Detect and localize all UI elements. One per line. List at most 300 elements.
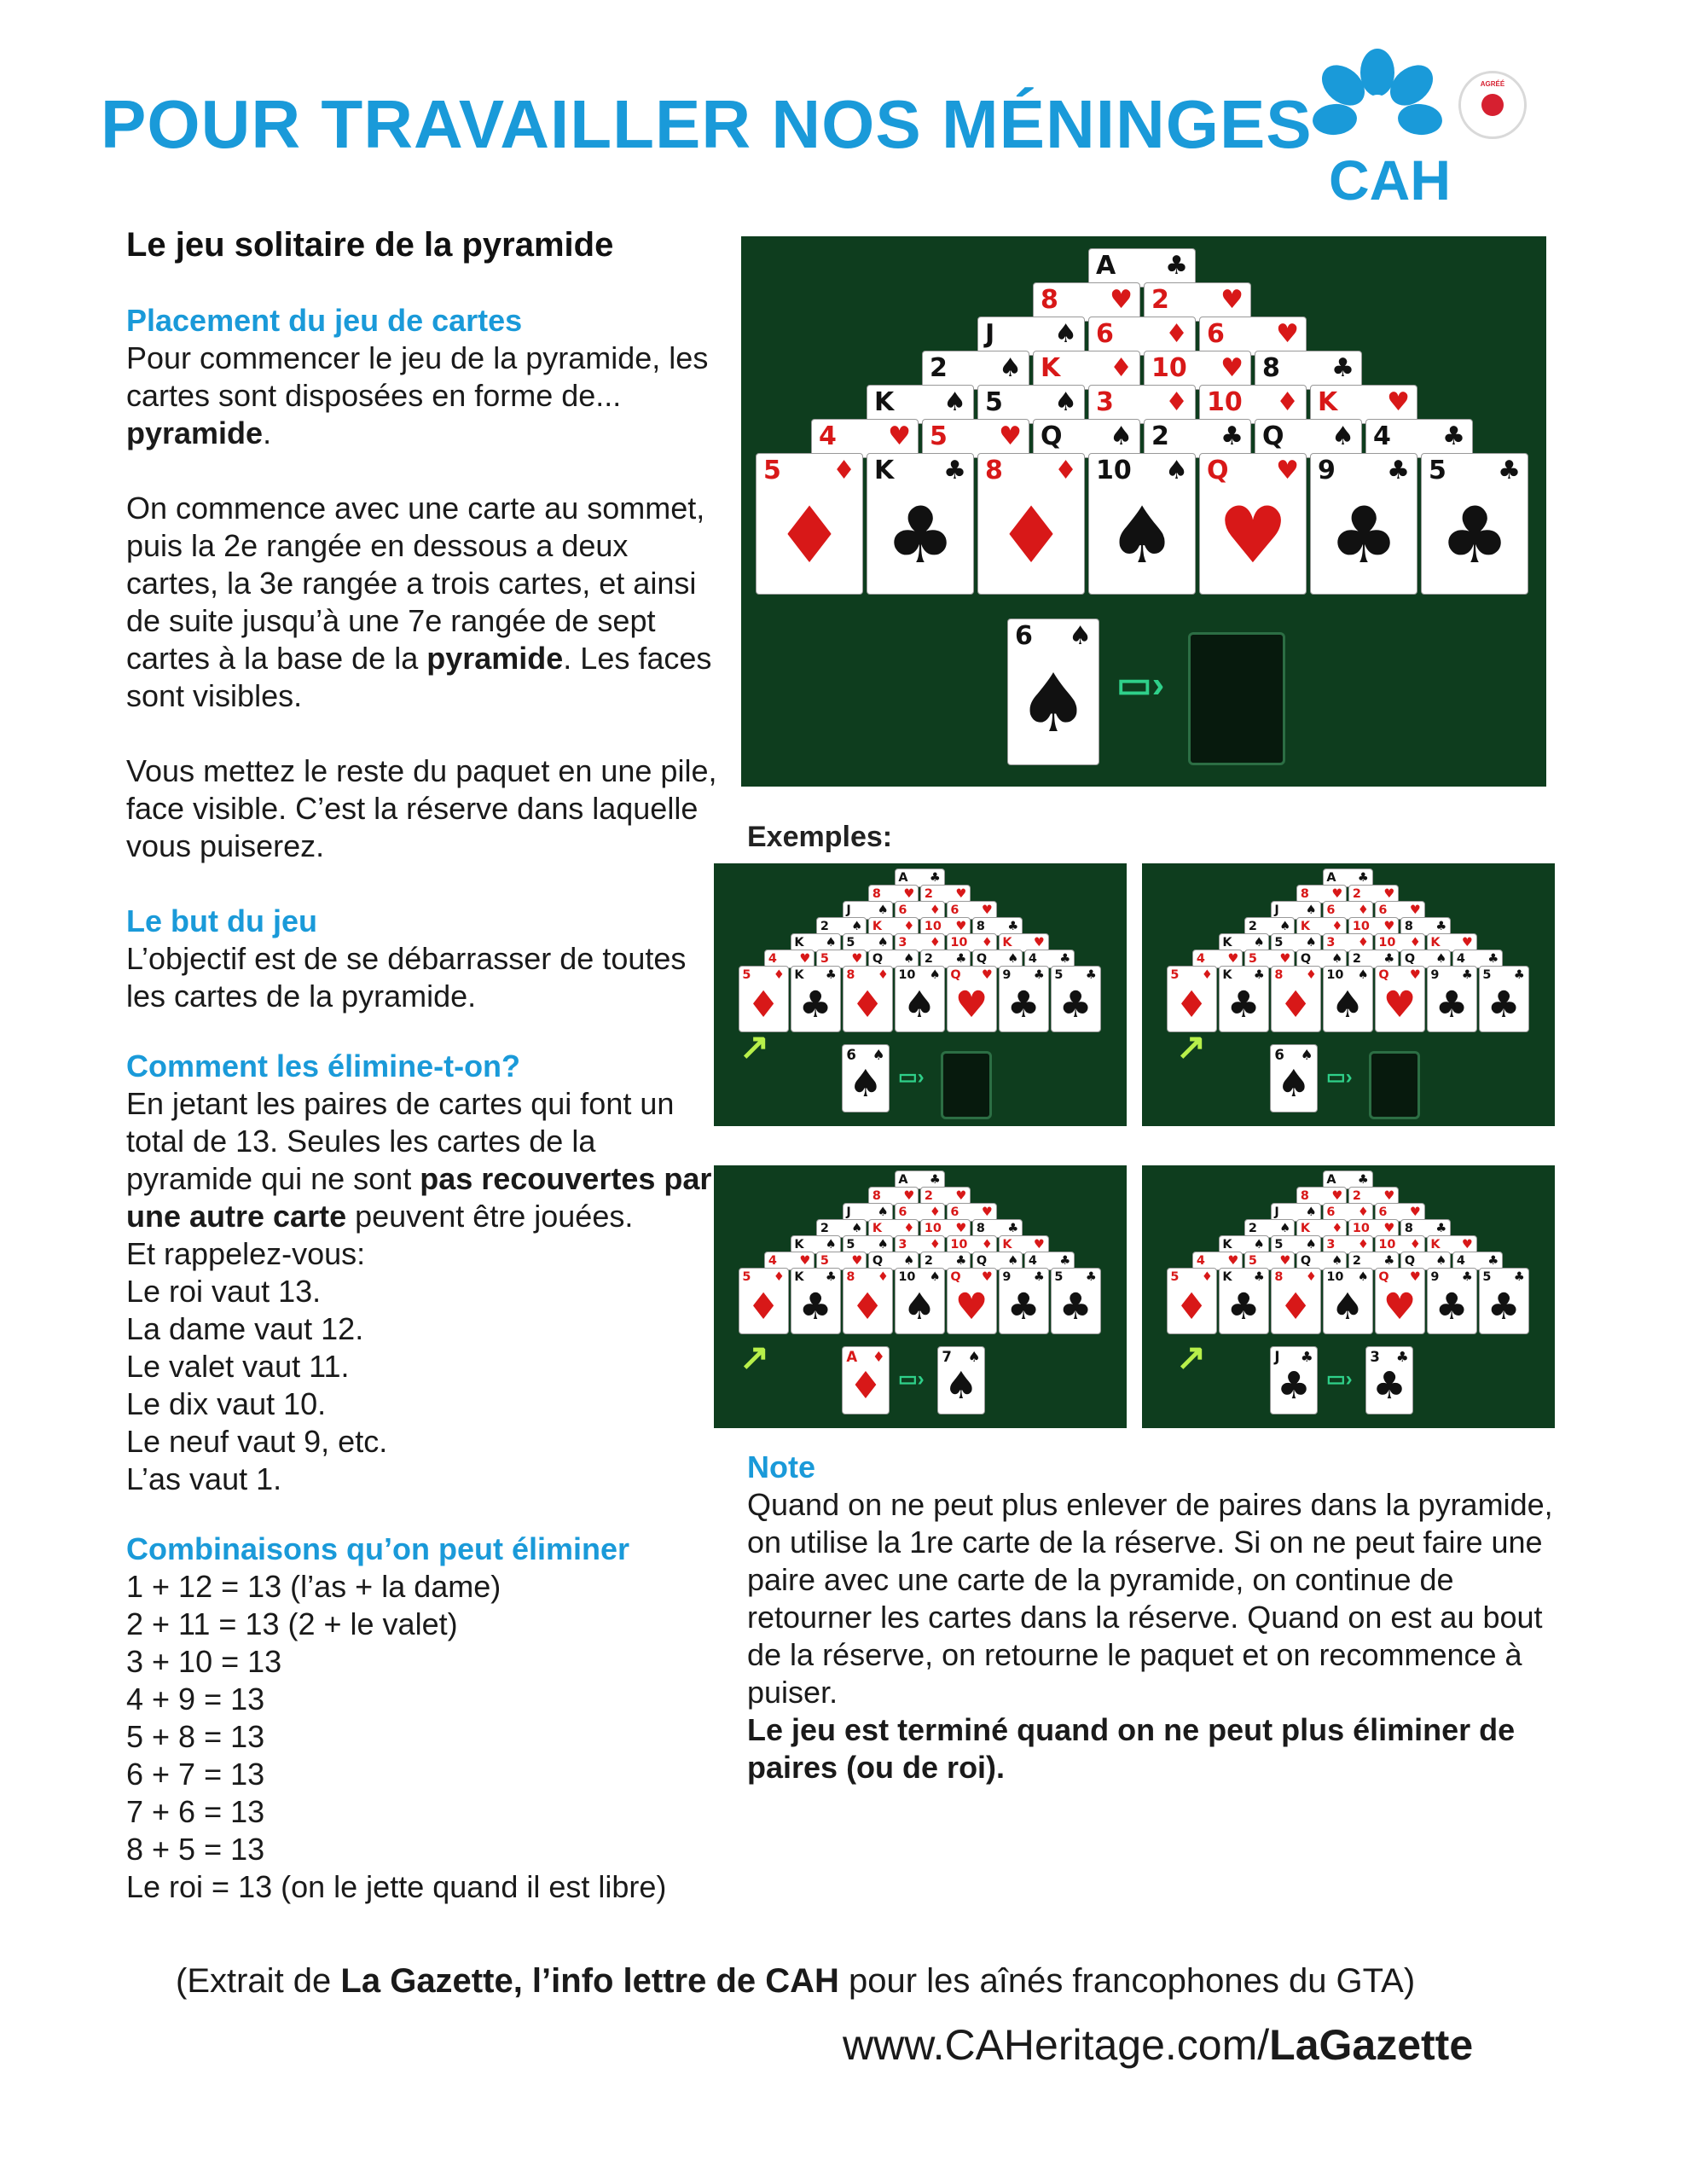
card-suit-icon: ♣ (1033, 1270, 1045, 1284)
playing-card[interactable] (1007, 619, 1099, 765)
card-suit-icon: ♦ (1305, 968, 1317, 982)
footer-credit: (Extrait de La Gazette, l’info lettre de CAH pour les aînés francophones du GTA) (176, 1962, 1416, 2000)
combination-line: 8 + 5 = 13 (126, 1832, 265, 1867)
playing-card[interactable] (843, 1268, 893, 1334)
card-rank: 5 (1429, 456, 1446, 485)
card-suit-icon: ♦ (1201, 1270, 1213, 1284)
card-rank: 4 (1456, 1254, 1465, 1268)
playing-card[interactable] (756, 453, 863, 595)
card-rank: 6 (1096, 319, 1114, 349)
card-center-suit-icon: ♣ (1226, 1285, 1261, 1328)
card-center-suit-icon: ♣ (798, 1285, 832, 1328)
card-rank: 10 (924, 1222, 942, 1235)
playing-card[interactable] (999, 1268, 1049, 1334)
card-rank: 5 (1248, 952, 1257, 966)
playing-card[interactable] (1270, 1044, 1318, 1112)
card-suit-icon: ♥ (851, 952, 863, 966)
card-suit-icon: ♦ (929, 903, 941, 917)
card-suit-icon: ♣ (825, 968, 837, 982)
card-suit-icon: ♠ (1253, 936, 1265, 950)
card-center-suit-icon: ♠ (902, 1285, 936, 1328)
card-suit-icon: ♥ (1331, 1189, 1343, 1203)
card-suit-icon: ♠ (1007, 952, 1019, 966)
card-value-line: Le neuf vaut 9, etc. (126, 1424, 388, 1459)
playing-card[interactable] (1427, 966, 1477, 1032)
playing-card[interactable] (791, 1268, 841, 1334)
card-rank: 4 (1028, 1254, 1037, 1268)
card-center-suit-icon: ♥ (1218, 490, 1288, 582)
card-rank: K (872, 1222, 882, 1235)
card-center-suit-icon: ♣ (1329, 490, 1399, 582)
playing-card[interactable] (1219, 1268, 1269, 1334)
card-center-suit-icon: ♠ (1330, 1285, 1365, 1328)
card-rank: 8 (872, 1189, 881, 1203)
card-suit-icon: ♠ (825, 1238, 837, 1252)
card-suit-icon: ♦ (1357, 903, 1369, 917)
card-rank: 10 (898, 1270, 916, 1284)
draw-arrow-icon: ▭› (1116, 664, 1165, 706)
card-rank: 4 (1373, 421, 1391, 451)
card-suit-icon: ♥ (1383, 1222, 1395, 1235)
card-rank: K (874, 456, 895, 485)
card-rank: K (1300, 1222, 1310, 1235)
card-suit-icon: ♥ (1461, 936, 1473, 950)
card-rank: 4 (1196, 1254, 1205, 1268)
card-center-suit-icon: ♥ (954, 983, 988, 1026)
waste-pile-slot[interactable] (941, 1051, 992, 1119)
card-suit-icon: ♠ (1110, 421, 1133, 451)
card-rank: 5 (1170, 1270, 1180, 1284)
card-suit-icon: ♦ (877, 1270, 889, 1284)
card-suit-icon: ♥ (1276, 456, 1299, 485)
card-suit-icon: ♥ (1033, 936, 1045, 950)
card-suit-icon: ♣ (929, 1173, 941, 1187)
playing-card[interactable] (1199, 453, 1307, 595)
card-suit-icon: ♥ (955, 920, 967, 933)
card-rank: 5 (846, 936, 855, 950)
card-suit-icon: ♠ (1331, 1254, 1343, 1268)
card-suit-icon: ♠ (1279, 1222, 1291, 1235)
playing-card[interactable] (1427, 1268, 1477, 1334)
card-rank: 2 (820, 920, 829, 933)
card-rank: 10 (1096, 456, 1132, 485)
card-rank: K (1300, 920, 1310, 933)
card-rank: 6 (898, 903, 907, 917)
flower-logo-icon (1305, 47, 1450, 158)
playing-card[interactable] (843, 966, 893, 1032)
card-rank: 6 (1274, 1047, 1284, 1063)
card-rank: 5 (820, 1254, 829, 1268)
combination-line: 5 + 8 = 13 (126, 1719, 265, 1754)
card-suit-icon: ♥ (981, 1270, 993, 1284)
card-suit-icon: ♣ (1513, 968, 1525, 982)
accreditation-badge: AGRÉÉ (1458, 71, 1527, 139)
card-rank: 10 (1378, 1238, 1396, 1252)
card-rank: 8 (976, 1222, 985, 1235)
card-center-suit-icon: ♥ (1383, 1285, 1417, 1328)
card-rank: 2 (820, 1222, 829, 1235)
card-center-suit-icon: ♣ (1058, 983, 1093, 1026)
waste-pile-slot[interactable] (1188, 632, 1285, 765)
card-rank: 6 (1378, 903, 1388, 917)
card-center-suit-icon: ♠ (1107, 490, 1177, 582)
card-suit-icon: ♣ (955, 952, 967, 966)
elimination-paragraph: En jetant les paires de cartes qui font un total de 13. Seules les cartes de la pyramide qui ne sont pas recouvertes par une autre carte peuvent être jouées. (126, 1086, 712, 1234)
card-suit-icon: ♥ (1383, 920, 1395, 933)
card-suit-icon: ♦ (929, 1238, 941, 1252)
card-suit-icon: ♦ (1110, 353, 1133, 383)
card-center-suit-icon: ♦ (746, 983, 780, 1026)
card-suit-icon: ♥ (1387, 387, 1410, 417)
card-rank: 8 (1262, 353, 1280, 383)
card-rank: K (794, 1270, 804, 1284)
card-center-suit-icon: ♦ (774, 490, 844, 582)
card-suit-icon: ♠ (877, 936, 889, 950)
card-suit-icon: ♥ (1383, 887, 1395, 901)
card-rank: 10 (924, 920, 942, 933)
card-rank: K (1430, 936, 1441, 950)
note-conclusion: Le jeu est terminé quand on ne peut plus éliminer de paires (ou de roi). (747, 1712, 1516, 1785)
combination-line: 7 + 6 = 13 (126, 1794, 265, 1829)
card-rank: 6 (1326, 903, 1336, 917)
card-rank: 6 (950, 1205, 959, 1219)
playing-card[interactable] (1167, 1268, 1217, 1334)
card-center-suit-icon: ♥ (954, 1285, 988, 1328)
card-rank: 3 (898, 1238, 907, 1252)
section-title-placement: Placement du jeu de cartes (126, 303, 523, 338)
combination-line: 4 + 9 = 13 (126, 1682, 265, 1716)
card-suit-icon: ♣ (1300, 1349, 1313, 1365)
card-rank: 6 (1378, 1205, 1388, 1219)
card-suit-icon: ♥ (1383, 1189, 1395, 1203)
card-suit-icon: ♦ (903, 920, 915, 933)
card-center-suit-icon: ♣ (1372, 1364, 1406, 1409)
card-suit-icon: ♠ (877, 1205, 889, 1219)
card-rank: 6 (950, 903, 959, 917)
card-suit-icon: ♥ (1409, 1270, 1421, 1284)
card-rank: Q (1404, 952, 1416, 966)
playing-card[interactable] (1167, 966, 1217, 1032)
card-suit-icon: ♠ (872, 1047, 885, 1063)
playing-card[interactable] (895, 966, 945, 1032)
card-suit-icon: ♣ (1442, 421, 1465, 451)
card-suit-icon: ♣ (929, 871, 941, 885)
card-rank: 5 (742, 968, 751, 982)
card-suit-icon: ♣ (1357, 1173, 1369, 1187)
card-rank: 6 (1326, 1205, 1336, 1219)
card-rank: 5 (985, 387, 1003, 417)
card-suit-icon: ♠ (877, 1238, 889, 1252)
card-rank: K (1002, 1238, 1012, 1252)
card-suit-icon: ♦ (1165, 319, 1188, 349)
card-rank: 9 (1318, 456, 1336, 485)
card-suit-icon: ♣ (1165, 251, 1188, 281)
playing-card[interactable] (1270, 1346, 1318, 1414)
logo-text: CAH (1329, 148, 1451, 212)
card-suit-icon: ♠ (1305, 1205, 1317, 1219)
card-rank: K (874, 387, 895, 417)
combination-line: 6 + 7 = 13 (126, 1757, 265, 1792)
footer-url[interactable]: www.CAHeritage.com/LaGazette (843, 2021, 1474, 2069)
playing-card[interactable] (1365, 1346, 1413, 1414)
card-rank: Q (1207, 456, 1229, 485)
card-rank: 10 (1352, 920, 1370, 933)
card-rank: K (1222, 968, 1232, 982)
card-suit-icon: ♣ (1487, 1254, 1499, 1268)
card-suit-icon: ♠ (1300, 1047, 1313, 1063)
section-title-combinations: Combinaisons qu’on peut éliminer (126, 1531, 630, 1566)
card-center-suit-icon: ♣ (1440, 490, 1510, 582)
card-rank: 4 (768, 1254, 777, 1268)
playing-card[interactable] (1323, 1268, 1373, 1334)
card-rank: 2 (924, 1254, 933, 1268)
card-rank: 9 (1430, 968, 1440, 982)
card-rank: 3 (1096, 387, 1114, 417)
card-center-suit-icon: ♣ (1006, 983, 1041, 1026)
card-rank: 4 (819, 421, 837, 451)
card-center-suit-icon: ♠ (944, 1364, 978, 1409)
card-suit-icon: ♠ (903, 1254, 915, 1268)
card-rank: K (1002, 936, 1012, 950)
card-rank: K (1222, 936, 1232, 950)
card-rank: 5 (1170, 968, 1180, 982)
card-rank: 10 (1378, 936, 1396, 950)
playing-card[interactable] (937, 1346, 985, 1414)
card-suit-icon: ♣ (1461, 1270, 1473, 1284)
card-rank: 9 (1002, 968, 1012, 982)
card-suit-icon: ♦ (1357, 1205, 1369, 1219)
playing-card[interactable] (895, 1268, 945, 1334)
card-rank: 6 (1207, 319, 1225, 349)
playing-card[interactable] (1479, 966, 1529, 1032)
card-rank: 2 (1248, 1222, 1257, 1235)
card-center-suit-icon: ♠ (1277, 1062, 1311, 1107)
card-value-line: Et rappelez-vous: (126, 1236, 366, 1271)
card-center-suit-icon: ♣ (1435, 1285, 1469, 1328)
card-suit-icon: ♣ (1383, 952, 1395, 966)
playing-card[interactable] (1088, 453, 1196, 595)
card-suit-icon: ♥ (1220, 353, 1244, 383)
card-suit-icon: ♠ (1253, 1238, 1265, 1252)
note-title: Note (747, 1449, 815, 1484)
card-suit-icon: ♣ (943, 456, 966, 485)
card-rank: Q (872, 1254, 884, 1268)
playing-card[interactable] (1421, 453, 1528, 595)
card-suit-icon: ♦ (1201, 968, 1213, 982)
playing-card[interactable] (1051, 1268, 1101, 1334)
card-center-suit-icon: ♣ (1435, 983, 1469, 1026)
playing-card[interactable] (1051, 966, 1101, 1032)
card-suit-icon: ♠ (1435, 952, 1447, 966)
card-rank: 8 (1274, 968, 1284, 982)
card-value-line: La dame vaut 12. (126, 1311, 364, 1346)
card-rank: K (794, 936, 804, 950)
article-heading: Le jeu solitaire de la pyramide (126, 226, 614, 264)
card-suit-icon: ♥ (1409, 1205, 1421, 1219)
card-rank: 8 (846, 1270, 855, 1284)
card-center-suit-icon: ♣ (1277, 1364, 1311, 1409)
card-center-suit-icon: ♦ (1278, 1285, 1313, 1328)
card-suit-icon: ♦ (1409, 936, 1421, 950)
card-rank: 6 (1015, 621, 1033, 651)
card-rank: K (794, 968, 804, 982)
card-suit-icon: ♦ (1331, 920, 1343, 933)
combination-line: 2 + 11 = 13 (2 + le valet) (126, 1606, 458, 1641)
card-rank: 10 (1326, 1270, 1344, 1284)
playing-card[interactable] (739, 966, 789, 1032)
card-rank: 8 (985, 456, 1003, 485)
card-rank: 4 (1028, 952, 1037, 966)
card-value-line: Le dix vaut 10. (126, 1386, 327, 1421)
card-suit-icon: ♦ (773, 968, 785, 982)
playing-card[interactable] (1219, 966, 1269, 1032)
card-center-suit-icon: ♣ (1487, 1285, 1521, 1328)
card-rank: A (846, 1349, 858, 1365)
examples-label: Exemples: (747, 821, 893, 853)
card-rank: 7 (942, 1349, 952, 1365)
card-suit-icon: ♣ (825, 1270, 837, 1284)
card-suit-icon: ♣ (1007, 1222, 1019, 1235)
playing-card[interactable] (1271, 1268, 1321, 1334)
card-suit-icon: ♥ (888, 421, 911, 451)
card-rank: 8 (846, 968, 855, 982)
card-rank: J (985, 319, 995, 349)
playing-card[interactable] (977, 453, 1085, 595)
hint-arrow-icon: ↗ (739, 1026, 770, 1066)
card-suit-icon: ♠ (929, 968, 941, 982)
playing-card[interactable] (1375, 1268, 1425, 1334)
placement-paragraph: Pour commencer le jeu de la pyramide, les cartes sont disposées en forme de... pyramide. (126, 340, 709, 450)
reserve-paragraph: Vous mettez le reste du paquet en une pile, face visible. C’est la réserve dans laquelle vous puiserez. (126, 753, 717, 863)
playing-card[interactable] (791, 966, 841, 1032)
card-rank: Q (950, 968, 961, 982)
card-suit-icon: ♠ (1054, 319, 1077, 349)
combination-line: 1 + 12 = 13 (l’as + la dame) (126, 1569, 501, 1604)
card-suit-icon: ♠ (851, 1222, 863, 1235)
playing-card[interactable] (999, 966, 1049, 1032)
card-suit-icon: ♠ (1069, 621, 1092, 651)
playing-card[interactable] (1323, 966, 1373, 1032)
card-rank: 2 (924, 1189, 933, 1203)
card-suit-icon: ♠ (943, 387, 966, 417)
draw-arrow-icon: ▭› (898, 1066, 925, 1089)
card-suit-icon: ♣ (1513, 1270, 1525, 1284)
card-rank: K (1430, 1238, 1441, 1252)
combination-line: 3 + 10 = 13 (126, 1644, 282, 1679)
card-suit-icon: ♥ (955, 1189, 967, 1203)
card-rank: 3 (1326, 936, 1336, 950)
playing-card[interactable] (1271, 966, 1321, 1032)
card-rank: 8 (872, 887, 881, 901)
card-rank: Q (976, 1254, 988, 1268)
card-suit-icon: ♥ (955, 887, 967, 901)
card-rank: 5 (1482, 968, 1492, 982)
card-suit-icon: ♣ (1007, 920, 1019, 933)
playing-card[interactable] (1310, 453, 1417, 595)
card-suit-icon: ♣ (1059, 1254, 1071, 1268)
card-suit-icon: ♦ (981, 936, 993, 950)
card-center-suit-icon: ♦ (996, 490, 1066, 582)
card-suit-icon: ♥ (1227, 1254, 1239, 1268)
card-suit-icon: ♦ (773, 1270, 785, 1284)
card-rank: A (898, 871, 908, 885)
playing-card[interactable] (1479, 1268, 1529, 1334)
card-suit-icon: ♠ (1007, 1254, 1019, 1268)
card-suit-icon: ♦ (1276, 387, 1299, 417)
card-rank: 2 (1151, 421, 1169, 451)
playing-card[interactable] (842, 1044, 890, 1112)
card-suit-icon: ♠ (1331, 421, 1354, 451)
card-suit-icon: ♥ (981, 903, 993, 917)
card-rank: J (846, 903, 851, 917)
card-suit-icon: ♥ (1220, 285, 1244, 315)
card-rank: 5 (1054, 1270, 1064, 1284)
card-suit-icon: ♠ (1305, 1238, 1317, 1252)
card-center-suit-icon: ♣ (798, 983, 832, 1026)
card-rank: 4 (768, 952, 777, 966)
card-suit-icon: ♠ (1435, 1254, 1447, 1268)
card-rank: K (794, 1238, 804, 1252)
card-rank: 10 (1326, 968, 1344, 982)
card-rank: 2 (1352, 887, 1361, 901)
card-rank: K (1041, 353, 1061, 383)
card-suit-icon: ♣ (1033, 968, 1045, 982)
playing-card[interactable] (1375, 966, 1425, 1032)
card-rank: 5 (1274, 1238, 1284, 1252)
card-suit-icon: ♣ (1253, 1270, 1265, 1284)
playing-card[interactable] (947, 966, 997, 1032)
combination-line: Le roi = 13 (on le jette quand il est libre) (126, 1869, 667, 1904)
card-rank: Q (1041, 421, 1063, 451)
card-rank: 8 (1274, 1270, 1284, 1284)
card-center-suit-icon: ♦ (850, 983, 884, 1026)
note-paragraph: Quand on ne peut plus enlever de paires dans la pyramide, on utilise la 1re carte de la réserve. Si on ne peut faire une paire avec une carte de la pyramide, on continue de retourner les cartes dans la réserve. Quand on est au bout de la réserve, on retourne le paquet et on recommence à puiser. (747, 1487, 1553, 1710)
card-rank: K (1222, 1270, 1232, 1284)
card-suit-icon: ♠ (851, 920, 863, 933)
playing-card[interactable] (867, 453, 974, 595)
card-suit-icon: ♥ (981, 1205, 993, 1219)
card-rank: Q (1300, 952, 1312, 966)
card-center-suit-icon: ♠ (849, 1062, 883, 1107)
card-rank: 5 (742, 1270, 751, 1284)
card-rank: 5 (1274, 936, 1284, 950)
card-rank: 8 (1041, 285, 1058, 315)
playing-card[interactable] (947, 1268, 997, 1334)
card-suit-icon: ♥ (903, 1189, 915, 1203)
card-rank: 10 (1151, 353, 1187, 383)
card-rank: 10 (950, 1238, 968, 1252)
card-suit-icon: ♠ (929, 1270, 941, 1284)
card-suit-icon: ♥ (1409, 968, 1421, 982)
card-suit-icon: ♦ (1054, 456, 1077, 485)
playing-card[interactable] (739, 1268, 789, 1334)
card-suit-icon: ♥ (1033, 1238, 1045, 1252)
card-rank: 5 (1054, 968, 1064, 982)
card-suit-icon: ♣ (955, 1254, 967, 1268)
waste-pile-slot[interactable] (1369, 1051, 1420, 1119)
card-rank: 4 (1456, 952, 1465, 966)
card-rank: J (1274, 903, 1279, 917)
playing-card[interactable] (842, 1346, 890, 1414)
card-suit-icon: ♣ (1435, 1222, 1447, 1235)
card-center-suit-icon: ♦ (850, 1285, 884, 1328)
card-suit-icon: ♦ (929, 936, 941, 950)
card-rank: 2 (1352, 952, 1361, 966)
example-screenshot-1 (714, 863, 1127, 1126)
card-suit-icon: ♣ (1253, 968, 1265, 982)
card-rank: Q (872, 952, 884, 966)
card-rank: Q (1300, 1254, 1312, 1268)
